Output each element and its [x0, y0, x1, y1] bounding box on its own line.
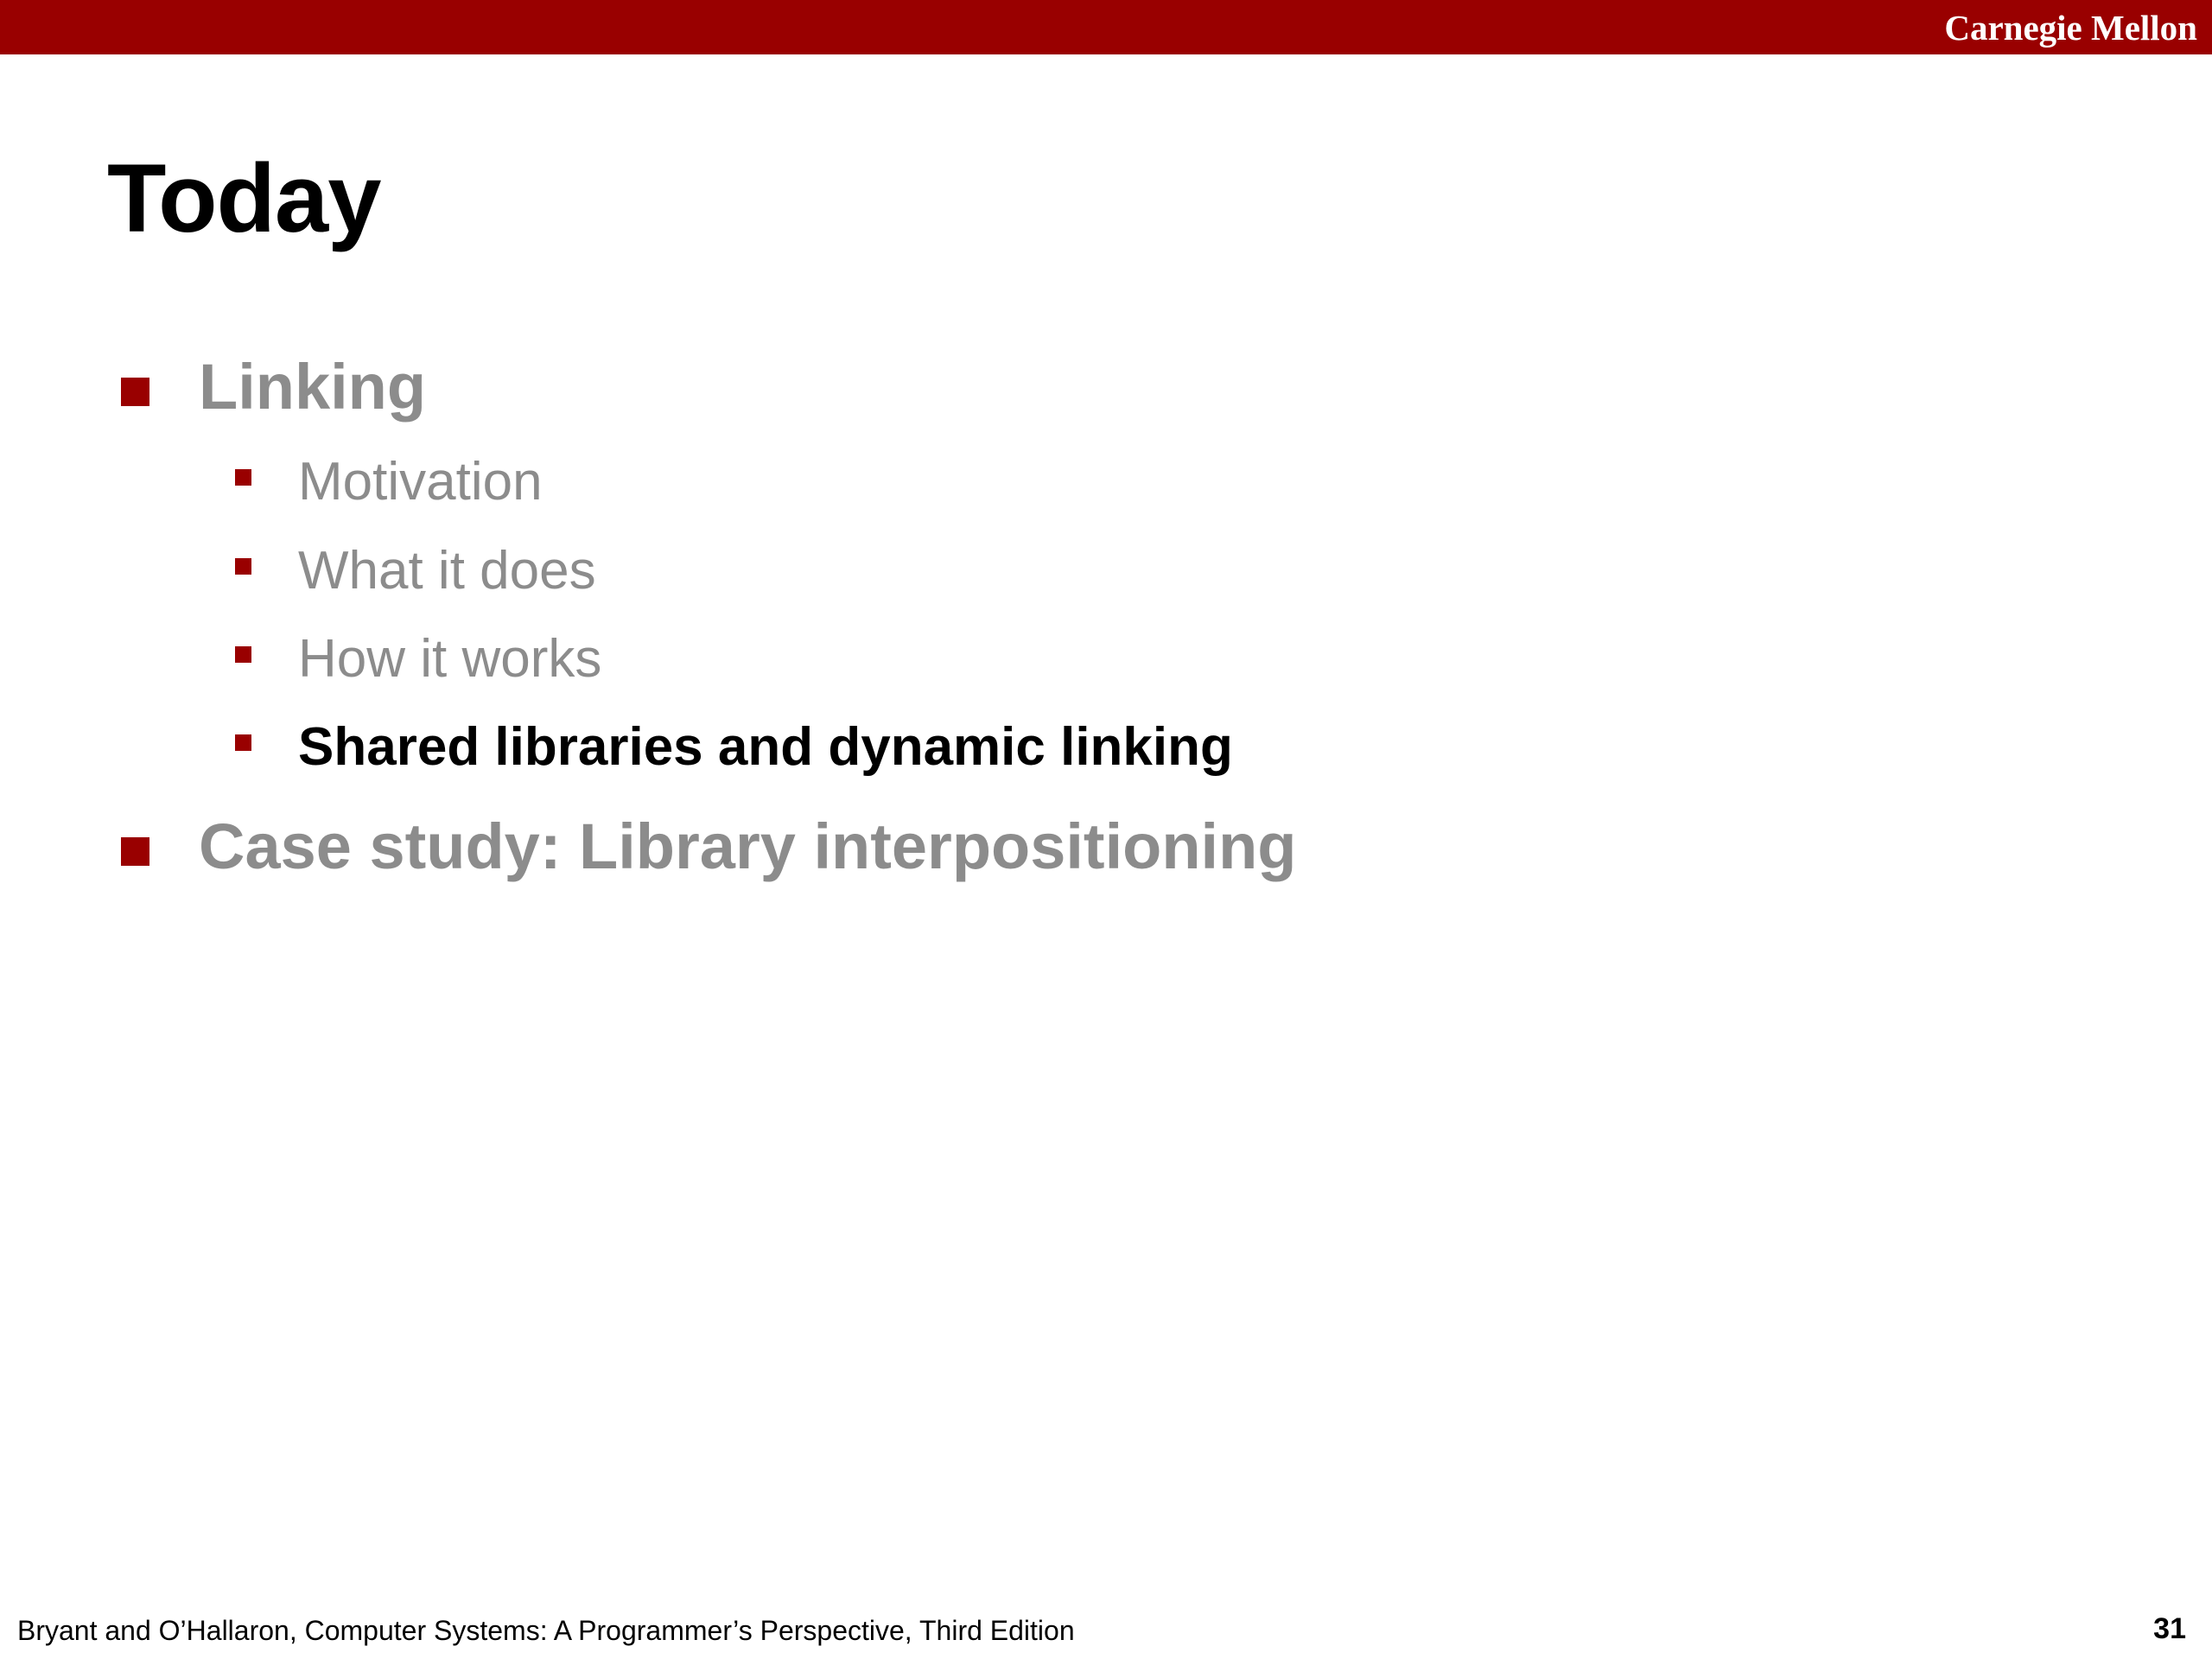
list-item-label: Case study: Library interpositioning [199, 810, 1297, 882]
list-item-label: Linking [199, 351, 427, 423]
list-item-label: Shared libraries and dynamic linking [298, 717, 1233, 777]
square-bullet-icon [235, 558, 251, 575]
footer-citation: Bryant and O’Hallaron, Computer Systems: A Programmer’s Perspective, Third Edition [17, 1615, 1075, 1646]
slide-title: Today [107, 144, 381, 252]
square-bullet-icon [235, 646, 251, 663]
square-bullet-icon [235, 734, 251, 751]
page-number: 31 [2153, 1612, 2186, 1645]
list-item-label: How it works [298, 629, 602, 689]
institution-logo-text: Carnegie Mellon [1944, 8, 2197, 48]
square-bullet-icon [121, 378, 149, 406]
list-item-label: Motivation [298, 452, 543, 512]
square-bullet-icon [121, 837, 149, 866]
square-bullet-icon [235, 469, 251, 486]
list-item-label: What it does [298, 541, 596, 601]
